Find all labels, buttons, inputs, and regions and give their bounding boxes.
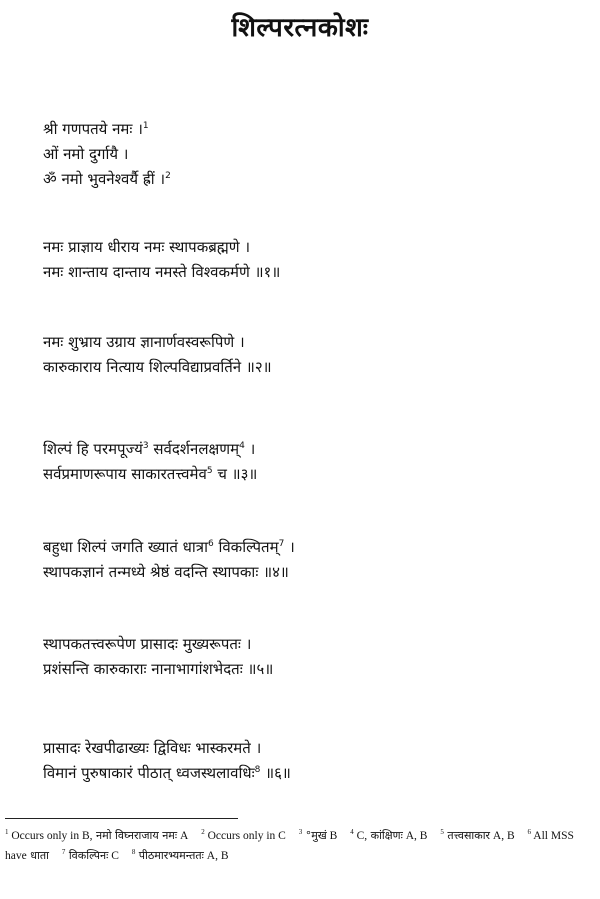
footnote-marker: 5	[206, 466, 213, 476]
footnote-marker: 7	[278, 539, 285, 549]
verse-stanza	[43, 535, 295, 585]
verse-line	[43, 462, 257, 487]
footnote-source: A, B	[490, 830, 515, 842]
invocation-line	[43, 142, 171, 167]
footnote	[440, 830, 514, 842]
footnote-text: Occurs only in C	[204, 830, 286, 842]
footnote	[350, 830, 427, 842]
verse-text: ।	[284, 538, 295, 556]
footnote-reading: धाता	[26, 849, 49, 862]
verse-stanza	[43, 330, 272, 380]
verse-text: सर्वप्रमाणरूपाय साकारतत्त्वमेव	[43, 465, 207, 483]
footnote-marker: 2	[165, 171, 171, 181]
footnote-reading: नमो विघ्नराजाय नमः	[92, 829, 178, 842]
footnote-reading: पीठमारभ्यमन्ततः	[135, 849, 204, 862]
verse-text: प्रासादः रेखपीढाख्यः द्विविधः भास्करमते ।	[43, 739, 262, 757]
footnote	[62, 850, 119, 862]
verse-text: स्थापकतत्त्वरूपेण प्रासादः मुख्यरूपतः ।	[43, 635, 252, 653]
footnote-marker: 1	[142, 121, 149, 131]
verse-text: ।	[244, 440, 256, 458]
verse-text: स्थापकज्ञानं तन्मध्ये श्रेष्ठं वदन्ति स्थापकाः ॥४॥	[43, 563, 289, 581]
verse-line	[43, 260, 280, 285]
verse-text: नमः शान्ताय दान्ताय नमस्ते विश्वकर्मणे ॥१॥	[43, 263, 281, 281]
footnote-marker: 3	[142, 441, 149, 451]
verse-text: विकल्पितम्	[213, 538, 279, 556]
page-title: शिल्परत्नकोशः	[231, 13, 369, 43]
verse-text: च ॥३॥	[212, 465, 258, 483]
invocation-text: ओं नमो दुर्गायै ।	[43, 145, 129, 163]
verse-line	[43, 355, 272, 380]
footnote-number: 8	[131, 848, 136, 857]
verse-text: नमः प्राज्ञाय धीराय नमः स्थापकब्रह्मणे ।	[43, 238, 251, 256]
verse-line	[43, 330, 272, 355]
verse-stanza	[43, 235, 280, 285]
verse-text: कारुकाराय नित्याय शिल्पविद्याप्रवर्तिने ॥२॥	[43, 358, 272, 376]
footnote-source: A, B	[402, 830, 428, 842]
footnote-text: All MSS have	[5, 830, 574, 862]
footnote-reading: विकल्पिनः	[65, 849, 109, 862]
verse-stanza	[43, 437, 257, 487]
verse-text: सर्वदर्शनलक्षणम्	[148, 440, 240, 458]
footnote-number: 3	[298, 828, 303, 837]
footnote-number: 6	[527, 828, 532, 837]
invocation-text: श्री गणपतये नमः ।	[43, 120, 143, 138]
footnote	[299, 830, 338, 842]
footnote-reading: कांक्षिणः	[367, 829, 403, 842]
footnote-source: B	[326, 830, 338, 842]
verse-text: नमः शुभ्राय उग्राय ज्ञानार्णवस्वरूपिणे ।	[43, 333, 245, 351]
invocation-line	[43, 117, 171, 142]
verse-text: विमानं पुरुषाकारं पीठात् ध्वजस्थलावधिः	[43, 764, 255, 782]
footnote	[132, 850, 229, 862]
footnote-rule	[5, 818, 238, 819]
footnote-source: A, B	[203, 850, 229, 862]
footnote-reading: तत्त्वसाकार	[443, 829, 491, 842]
verse-text: ॥६॥	[260, 764, 291, 782]
verse-line	[43, 535, 295, 560]
verse-line	[43, 632, 273, 657]
footnote-marker: 8	[254, 765, 261, 775]
footnote-text: C,	[353, 830, 368, 842]
verse-line	[43, 235, 280, 260]
footnote-number: 4	[350, 828, 354, 837]
verse-text: प्रशंसन्ति कारुकाराः नानाभागांशभेदतः ॥५॥	[43, 660, 274, 678]
verse-line	[43, 437, 257, 462]
invocation-line	[43, 167, 171, 192]
invocation-block	[43, 117, 171, 192]
footnotes	[5, 826, 597, 866]
verse-stanza	[43, 632, 273, 682]
footnote-text: Occurs only in B,	[8, 830, 93, 842]
verse-line	[43, 560, 295, 585]
footnote-marker: 6	[207, 539, 214, 549]
verse-stanza	[43, 736, 291, 786]
footnote-marker: 4	[239, 441, 245, 451]
footnote-number: 5	[440, 828, 444, 837]
verse-line	[43, 736, 291, 761]
footnote	[201, 830, 286, 842]
footnote-number: 2	[201, 828, 205, 837]
footnote-source: A	[177, 830, 189, 842]
footnote-reading: °मुखं	[302, 829, 327, 842]
verse-line	[43, 657, 273, 682]
verse-text: शिल्पं हि परमपूज्यं	[43, 440, 143, 458]
footnote	[5, 830, 188, 842]
footnote-number: 7	[61, 848, 66, 857]
footnote-number: 1	[5, 828, 9, 837]
footnote-source: C	[108, 850, 119, 862]
verse-line	[43, 761, 291, 786]
verse-text: बहुधा शिल्पं जगति ख्यातं धात्रा	[43, 538, 208, 556]
invocation-text: ॐ नमो भुवनेश्वर्यै ह्रीं ।	[43, 170, 166, 188]
